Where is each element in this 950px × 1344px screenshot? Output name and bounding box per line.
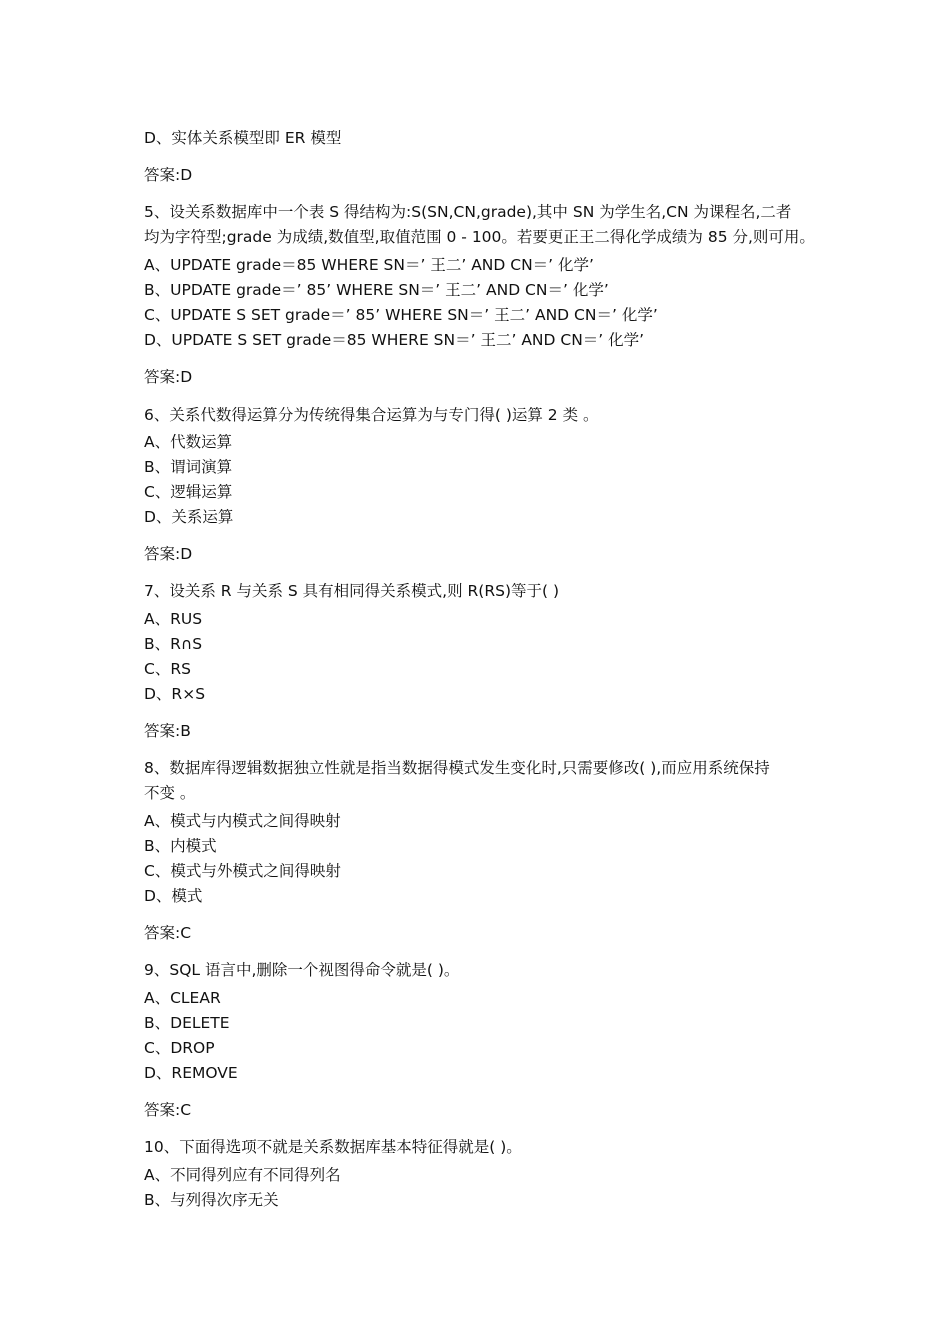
q6-option-a: A、代数运算: [144, 433, 233, 451]
q9-question: 9、SQL 语言中,删除一个视图得命令就是( )。: [144, 961, 460, 979]
q4-option-d: D、实体关系模型即 ER 模型: [144, 129, 342, 147]
q10-question: 10、下面得选项不就是关系数据库基本特征得就是( )。: [144, 1138, 522, 1156]
q6-option-d: D、关系运算: [144, 508, 234, 526]
q9-option-c: C、DROP: [144, 1039, 215, 1057]
q9-option-a: A、CLEAR: [144, 989, 221, 1007]
q8-question-line2: 不变 。: [144, 784, 196, 802]
q5-question-line2: 均为字符型;grade 为成绩,数值型,取值范围 0 - 100。若要更正王二得化学成绩为 85 分,则可用。: [144, 228, 815, 246]
q7-option-b: B、R∩S: [144, 635, 203, 653]
q4-answer: 答案:D: [144, 166, 193, 184]
q10-option-b: B、与列得次序无关: [144, 1191, 279, 1209]
q5-answer: 答案:D: [144, 368, 193, 386]
q6-option-c: C、逻辑运算: [144, 483, 233, 501]
q7-answer: 答案:B: [144, 722, 191, 740]
q5-option-a: A、UPDATE grade＝85 WHERE SN＝’ 王二’ AND CN＝’ 化学’: [144, 256, 594, 274]
q8-option-a: A、模式与内模式之间得映射: [144, 812, 341, 830]
q9-option-b: B、DELETE: [144, 1014, 230, 1032]
q9-option-d: D、REMOVE: [144, 1064, 238, 1082]
q8-answer: 答案:C: [144, 924, 192, 942]
q6-answer: 答案:D: [144, 545, 193, 563]
q5-option-c: C、UPDATE S SET grade＝’ 85’ WHERE SN＝’ 王二’ AND CN＝’ 化学’: [144, 306, 658, 324]
q8-option-b: B、内模式: [144, 837, 217, 855]
q6-question: 6、关系代数得运算分为传统得集合运算为与专门得( )运算 2 类 。: [144, 406, 599, 424]
q7-question: 7、设关系 R 与关系 S 具有相同得关系模式,则 R(RS)等于( ): [144, 582, 560, 600]
q7-option-a: A、RUS: [144, 610, 203, 628]
q5-option-b: B、UPDATE grade＝’ 85’ WHERE SN＝’ 王二’ AND CN＝’ 化学’: [144, 281, 609, 299]
q5-option-d: D、UPDATE S SET grade＝85 WHERE SN＝’ 王二’ AND CN＝’ 化学’: [144, 331, 645, 349]
q8-option-d: D、模式: [144, 887, 203, 905]
q7-option-c: C、RS: [144, 660, 191, 678]
q9-answer: 答案:C: [144, 1101, 192, 1119]
q5-question-line1: 5、设关系数据库中一个表 S 得结构为:S(SN,CN,grade),其中 SN 为学生名,CN 为课程名,二者: [144, 203, 792, 221]
q8-option-c: C、模式与外模式之间得映射: [144, 862, 341, 880]
q10-option-a: A、不同得列应有不同得列名: [144, 1166, 341, 1184]
q8-question-line1: 8、数据库得逻辑数据独立性就是指当数据得模式发生变化时,只需要修改( ),而应用系统保持: [144, 759, 770, 777]
q6-option-b: B、谓词演算: [144, 458, 233, 476]
q7-option-d: D、R×S: [144, 685, 206, 703]
